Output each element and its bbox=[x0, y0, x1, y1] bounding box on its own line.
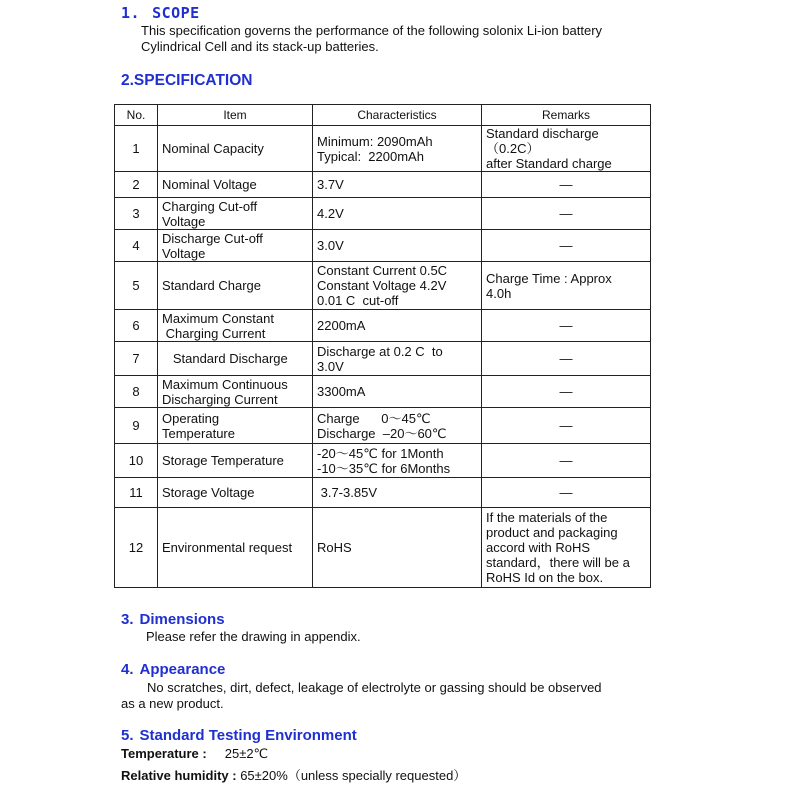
cell-remarks-line: — bbox=[559, 418, 573, 433]
humidity-label: Relative humidity : bbox=[121, 768, 237, 783]
table-row bbox=[115, 172, 651, 198]
scope-title: SCOPE bbox=[152, 4, 200, 22]
cell-remarks bbox=[482, 262, 651, 310]
cell-remarks-line: Charge Time : Approx bbox=[486, 270, 612, 286]
dimensions-title: Dimensions bbox=[139, 611, 225, 628]
cell-remarks bbox=[482, 342, 651, 376]
cell-remarks-line: — bbox=[559, 384, 573, 399]
cell-no: 9 bbox=[115, 408, 158, 444]
dimensions-text: Please refer the drawing in appendix. bbox=[146, 629, 361, 644]
cell-remarks bbox=[482, 126, 651, 172]
table-row bbox=[115, 478, 651, 508]
table-row bbox=[115, 444, 651, 478]
cell-characteristics-line: Discharge at 0.2 C to bbox=[317, 343, 443, 359]
cell-item-line: Maximum Constant bbox=[162, 310, 274, 326]
cell-item bbox=[158, 230, 313, 262]
header-remarks: Remarks bbox=[482, 105, 651, 126]
specification-table bbox=[114, 104, 651, 588]
cell-no: 6 bbox=[115, 310, 158, 342]
cell-characteristics-line: Constant Voltage 4.2V bbox=[317, 278, 447, 293]
humidity-value: 65±20%（unless specially requested） bbox=[240, 768, 467, 783]
scope-text bbox=[141, 23, 701, 55]
cell-remarks-line: — bbox=[559, 177, 573, 192]
cell-characteristics-line: 3.7-3.85V bbox=[317, 485, 377, 500]
cell-no: 1 bbox=[115, 126, 158, 172]
cell-characteristics-line: 4.2V bbox=[317, 206, 344, 221]
cell-item-line: Charging Current bbox=[162, 325, 266, 341]
cell-item-line: Standard Charge bbox=[162, 278, 262, 293]
cell-remarks bbox=[482, 408, 651, 444]
cell-item-line: Voltage bbox=[162, 245, 206, 261]
cell-item bbox=[158, 408, 313, 444]
cell-remarks bbox=[482, 310, 651, 342]
table-row bbox=[115, 310, 651, 342]
humidity-line bbox=[121, 765, 466, 784]
cell-characteristics-line: 2200mA bbox=[317, 318, 366, 333]
cell-characteristics-line: 3.7V bbox=[317, 177, 344, 192]
cell-characteristics bbox=[313, 342, 482, 376]
cell-remarks-line: accord with RoHS bbox=[486, 540, 591, 555]
cell-remarks-line: product and packaging bbox=[486, 525, 618, 540]
temperature-value: 25±2℃ bbox=[224, 746, 269, 761]
cell-characteristics-line: Constant Current 0.5C bbox=[317, 263, 448, 278]
cell-characteristics-line: -20～45℃ for 1Month bbox=[317, 445, 444, 461]
cell-remarks-line: after Standard charge bbox=[486, 156, 612, 171]
dimensions-heading bbox=[121, 611, 225, 628]
cell-remarks-line: 4.0h bbox=[486, 285, 512, 301]
cell-item-line: Operating bbox=[162, 410, 220, 426]
cell-remarks bbox=[482, 444, 651, 478]
cell-characteristics-line: Minimum: 2090mAh bbox=[317, 133, 433, 149]
table-row bbox=[115, 262, 651, 310]
cell-characteristics bbox=[313, 198, 482, 230]
cell-item-line: Temperature bbox=[162, 425, 235, 441]
cell-no: 4 bbox=[115, 230, 158, 262]
cell-item-line: Maximum Continuous bbox=[162, 376, 288, 392]
cell-item bbox=[158, 478, 313, 508]
appearance-title: Appearance bbox=[139, 661, 226, 678]
table-row bbox=[115, 408, 651, 444]
cell-remarks-line: If the materials of the bbox=[486, 510, 608, 525]
cell-item bbox=[158, 172, 313, 198]
cell-item bbox=[158, 126, 313, 172]
cell-item-line: Discharge Cut-off bbox=[162, 230, 263, 246]
cell-no: 5 bbox=[115, 262, 158, 310]
cell-remarks-line: — bbox=[559, 238, 573, 253]
cell-characteristics bbox=[313, 444, 482, 478]
cell-item bbox=[158, 444, 313, 478]
scope-heading bbox=[121, 4, 200, 22]
cell-characteristics bbox=[313, 126, 482, 172]
table-header-row bbox=[115, 105, 651, 126]
cell-characteristics-line: Typical: 2200mAh bbox=[317, 148, 424, 164]
specification-heading: 2.SPECIFICATION bbox=[121, 72, 253, 89]
cell-item-line: Standard Discharge bbox=[162, 351, 288, 366]
cell-remarks bbox=[482, 478, 651, 508]
cell-no: 11 bbox=[115, 478, 158, 508]
cell-characteristics bbox=[313, 262, 482, 310]
table-row bbox=[115, 198, 651, 230]
cell-remarks bbox=[482, 230, 651, 262]
cell-no: 3 bbox=[115, 198, 158, 230]
cell-remarks-line: （0.2C） bbox=[486, 141, 540, 156]
testing-environment-title: Standard Testing Environment bbox=[139, 727, 357, 744]
cell-item-line: Storage Voltage bbox=[162, 485, 255, 500]
cell-item bbox=[158, 376, 313, 408]
cell-remarks-line: — bbox=[559, 485, 573, 500]
cell-characteristics-line: 3300mA bbox=[317, 384, 366, 399]
header-characteristics: Characteristics bbox=[313, 105, 482, 126]
cell-item bbox=[158, 342, 313, 376]
table-row bbox=[115, 342, 651, 376]
dimensions-number: 3. bbox=[121, 611, 134, 628]
cell-no: 10 bbox=[115, 444, 158, 478]
cell-remarks-line: RoHS Id on the box. bbox=[486, 570, 604, 585]
table-row bbox=[115, 376, 651, 408]
cell-item-line: Discharging Current bbox=[162, 391, 278, 407]
cell-item bbox=[158, 198, 313, 230]
header-no: No. bbox=[115, 105, 158, 126]
table-row bbox=[115, 230, 651, 262]
cell-remarks bbox=[482, 508, 651, 588]
cell-characteristics-line: 3.0V bbox=[317, 358, 344, 374]
cell-characteristics bbox=[313, 172, 482, 198]
cell-remarks bbox=[482, 198, 651, 230]
cell-characteristics bbox=[313, 230, 482, 262]
cell-item-line: Charging Cut-off bbox=[162, 198, 258, 214]
scope-text-line: This specification governs the performance of the following solonix Li-ion battery bbox=[141, 23, 603, 38]
cell-characteristics bbox=[313, 310, 482, 342]
cell-remarks-line: — bbox=[559, 351, 573, 366]
cell-characteristics-line: Discharge –20～60℃ bbox=[317, 425, 447, 441]
cell-characteristics bbox=[313, 478, 482, 508]
cell-characteristics-line: 0.01 C cut-off bbox=[317, 293, 399, 308]
cell-no: 8 bbox=[115, 376, 158, 408]
table-row bbox=[115, 126, 651, 172]
cell-characteristics-line: Charge 0～45℃ bbox=[317, 410, 431, 426]
cell-remarks bbox=[482, 376, 651, 408]
cell-characteristics-line: 3.0V bbox=[317, 238, 344, 253]
cell-remarks-line: Standard discharge bbox=[486, 126, 599, 141]
cell-no: 2 bbox=[115, 172, 158, 198]
cell-remarks-line: — bbox=[559, 206, 573, 221]
cell-characteristics-line: -10～35℃ for 6Months bbox=[317, 460, 451, 476]
appearance-text-line: as a new product. bbox=[121, 696, 224, 711]
testing-environment-heading bbox=[121, 727, 357, 744]
appearance-heading bbox=[121, 661, 225, 678]
temperature-line bbox=[121, 746, 268, 762]
cell-item bbox=[158, 262, 313, 310]
cell-item-line: Environmental request bbox=[162, 540, 293, 555]
cell-item-line: Voltage bbox=[162, 213, 206, 229]
cell-item-line: Nominal Capacity bbox=[162, 141, 264, 156]
cell-remarks-line: standard，there will be a bbox=[486, 555, 630, 570]
scope-text-line: Cylindrical Cell and its stack-up batteries. bbox=[141, 39, 379, 54]
testing-environment-number: 5. bbox=[121, 727, 134, 744]
cell-no: 12 bbox=[115, 508, 158, 588]
cell-characteristics bbox=[313, 408, 482, 444]
cell-item-line: Storage Temperature bbox=[162, 453, 284, 468]
cell-characteristics-line: RoHS bbox=[317, 540, 352, 555]
cell-remarks-line: — bbox=[559, 453, 573, 468]
cell-no: 7 bbox=[115, 342, 158, 376]
appearance-text-line: No scratches, dirt, defect, leakage of electrolyte or gassing should be observed bbox=[147, 680, 602, 695]
temperature-label: Temperature : bbox=[121, 746, 207, 761]
cell-item-line: Nominal Voltage bbox=[162, 177, 257, 192]
cell-item bbox=[158, 508, 313, 588]
cell-remarks-line: — bbox=[559, 318, 573, 333]
cell-item bbox=[158, 310, 313, 342]
table-row bbox=[115, 508, 651, 588]
appearance-number: 4. bbox=[121, 661, 134, 678]
scope-number: 1. bbox=[121, 4, 141, 22]
header-item: Item bbox=[158, 105, 313, 126]
cell-characteristics bbox=[313, 508, 482, 588]
cell-remarks bbox=[482, 172, 651, 198]
cell-characteristics bbox=[313, 376, 482, 408]
